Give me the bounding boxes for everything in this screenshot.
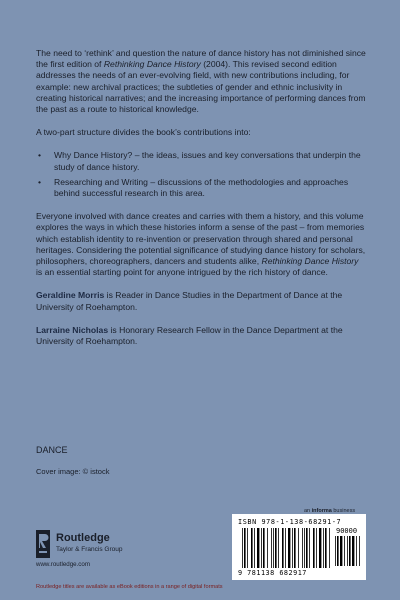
addon-barcode-bars-icon bbox=[335, 536, 361, 566]
publisher-group: Taylor & Francis Group bbox=[56, 546, 123, 553]
author-bio-2: Larraine Nicholas is Honorary Research Fellow in the Dance Department at the University of Roehampton. bbox=[36, 324, 343, 347]
routledge-logo-icon bbox=[36, 530, 50, 558]
cover-image-credit: Cover image: © istock bbox=[36, 467, 110, 476]
isbn-number: ISBN 978-1-138-68291-7 bbox=[238, 518, 342, 526]
book-title-italic: Rethinking Dance History bbox=[261, 256, 359, 267]
parts-list bbox=[36, 150, 366, 199]
price-addon-code: 90000 bbox=[336, 527, 358, 535]
list-item: • Why Dance History? – the ideas, issues and key conversations that underpin the study of dance history. bbox=[54, 150, 366, 172]
publisher-name: Routledge bbox=[56, 532, 110, 544]
book-description bbox=[36, 48, 366, 359]
publisher-logo bbox=[36, 528, 186, 568]
isbn-barcode bbox=[232, 514, 366, 580]
informa-tagline: an informa business bbox=[304, 508, 356, 514]
subject-category: DANCE bbox=[36, 445, 68, 455]
ean-digits: 9 781138 682917 bbox=[238, 569, 307, 577]
description-paragraph-3: Everyone involved with dance creates and carries with them a history, and this volume explores the ways in which these histories inform a sense of the past – from memories which establish identity to re-invention or preservation through shared and personal heritages. Considering the potential significance of studying dance history for scholars, philosophers, choreographers, dancers and students alike, Rethinking Dance History is an essential starting point for anyone intrigued by the rich history of dance. bbox=[36, 211, 366, 278]
ebook-availability-note: Routledge titles are available as eBook editions in a range of digital formats bbox=[36, 584, 223, 590]
author-bio-1: Geraldine Morris is Reader in Dance Studies in the Department of Dance at the University of Roehampton. bbox=[36, 290, 343, 312]
description-paragraph-1: The need to ‘rethink’ and question the nature of dance history has not diminished since the first edition of Rethinking Dance History (2004). This revised second edition addresses the needs of an ever-evolving field, with new contributions including, for example: new archival practices; the subtleties of gender and ethnic inclusivity in creating historical narratives; and the increasing importance of performing dances from the past as a route to historical knowledge. bbox=[36, 48, 366, 115]
book-title-italic: Rethinking Dance History bbox=[103, 59, 201, 70]
author-name: Larraine Nicholas bbox=[36, 324, 109, 335]
list-item: • Researching and Writing – discussions of the methodologies and approaches behind successful research in this area. bbox=[54, 177, 366, 199]
author-name: Geraldine Morris bbox=[36, 290, 105, 301]
barcode-bars-icon bbox=[242, 528, 330, 568]
description-paragraph-2: A two-part structure divides the book’s contributions into: bbox=[36, 127, 251, 138]
publisher-url: www.routledge.com bbox=[36, 561, 90, 568]
